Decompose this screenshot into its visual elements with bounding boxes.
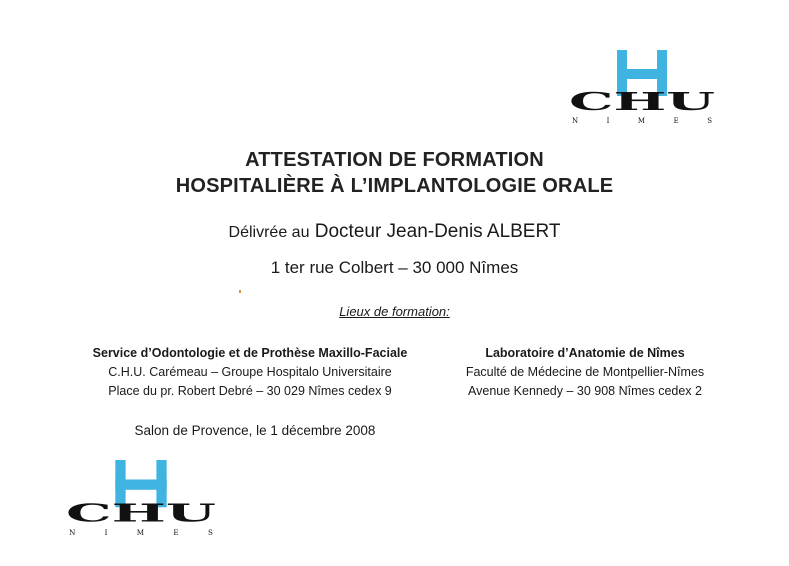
location-right-name: Laboratoire d’Anatomie de Nîmes	[485, 346, 685, 360]
chu-logo-icon	[62, 460, 220, 536]
chu-logo-icon	[566, 50, 718, 124]
recipient-prefix: Délivrée au	[228, 224, 310, 241]
recipient-name: Docteur Jean-Denis ALBERT	[314, 221, 561, 242]
location-right	[440, 344, 730, 401]
lieux-label: Lieux de formation:	[339, 304, 450, 319]
title-line-1: ATTESTATION DE FORMATION	[245, 149, 544, 171]
chu-nimes-logo-top	[566, 50, 718, 124]
location-left	[60, 344, 440, 401]
location-left-line2: Place du pr. Robert Debré – 30 029 Nîmes cedex 9	[108, 384, 392, 398]
location-right-line1: Faculté de Médecine de Montpellier-Nîmes	[465, 365, 705, 379]
logo-city: N I M E S	[572, 117, 712, 125]
recipient	[0, 221, 789, 243]
issue-date: Salon de Provence, le 1 décembre 2008	[134, 423, 376, 438]
logo-letters: CHU	[569, 87, 716, 116]
scan-speck	[239, 290, 241, 293]
location-left-name: Service d’Odontologie et de Prothèse Maxillo-Faciale	[92, 346, 408, 360]
logo-letters: CHU	[66, 498, 216, 528]
title-line-2: HOSPITALIÈRE À L’IMPLANTOLOGIE ORALE	[175, 175, 614, 197]
location-left-line1: C.H.U. Carémeau – Groupe Hospitalo Universitaire	[108, 365, 392, 379]
logo-city: N I M E S	[69, 527, 213, 537]
recipient-address: 1 ter rue Colbert – 30 000 Nîmes	[270, 258, 519, 277]
chu-nimes-logo-bottom	[62, 460, 220, 536]
lieux-heading	[0, 304, 789, 319]
location-right-line2: Avenue Kennedy – 30 908 Nîmes cedex 2	[468, 384, 702, 398]
